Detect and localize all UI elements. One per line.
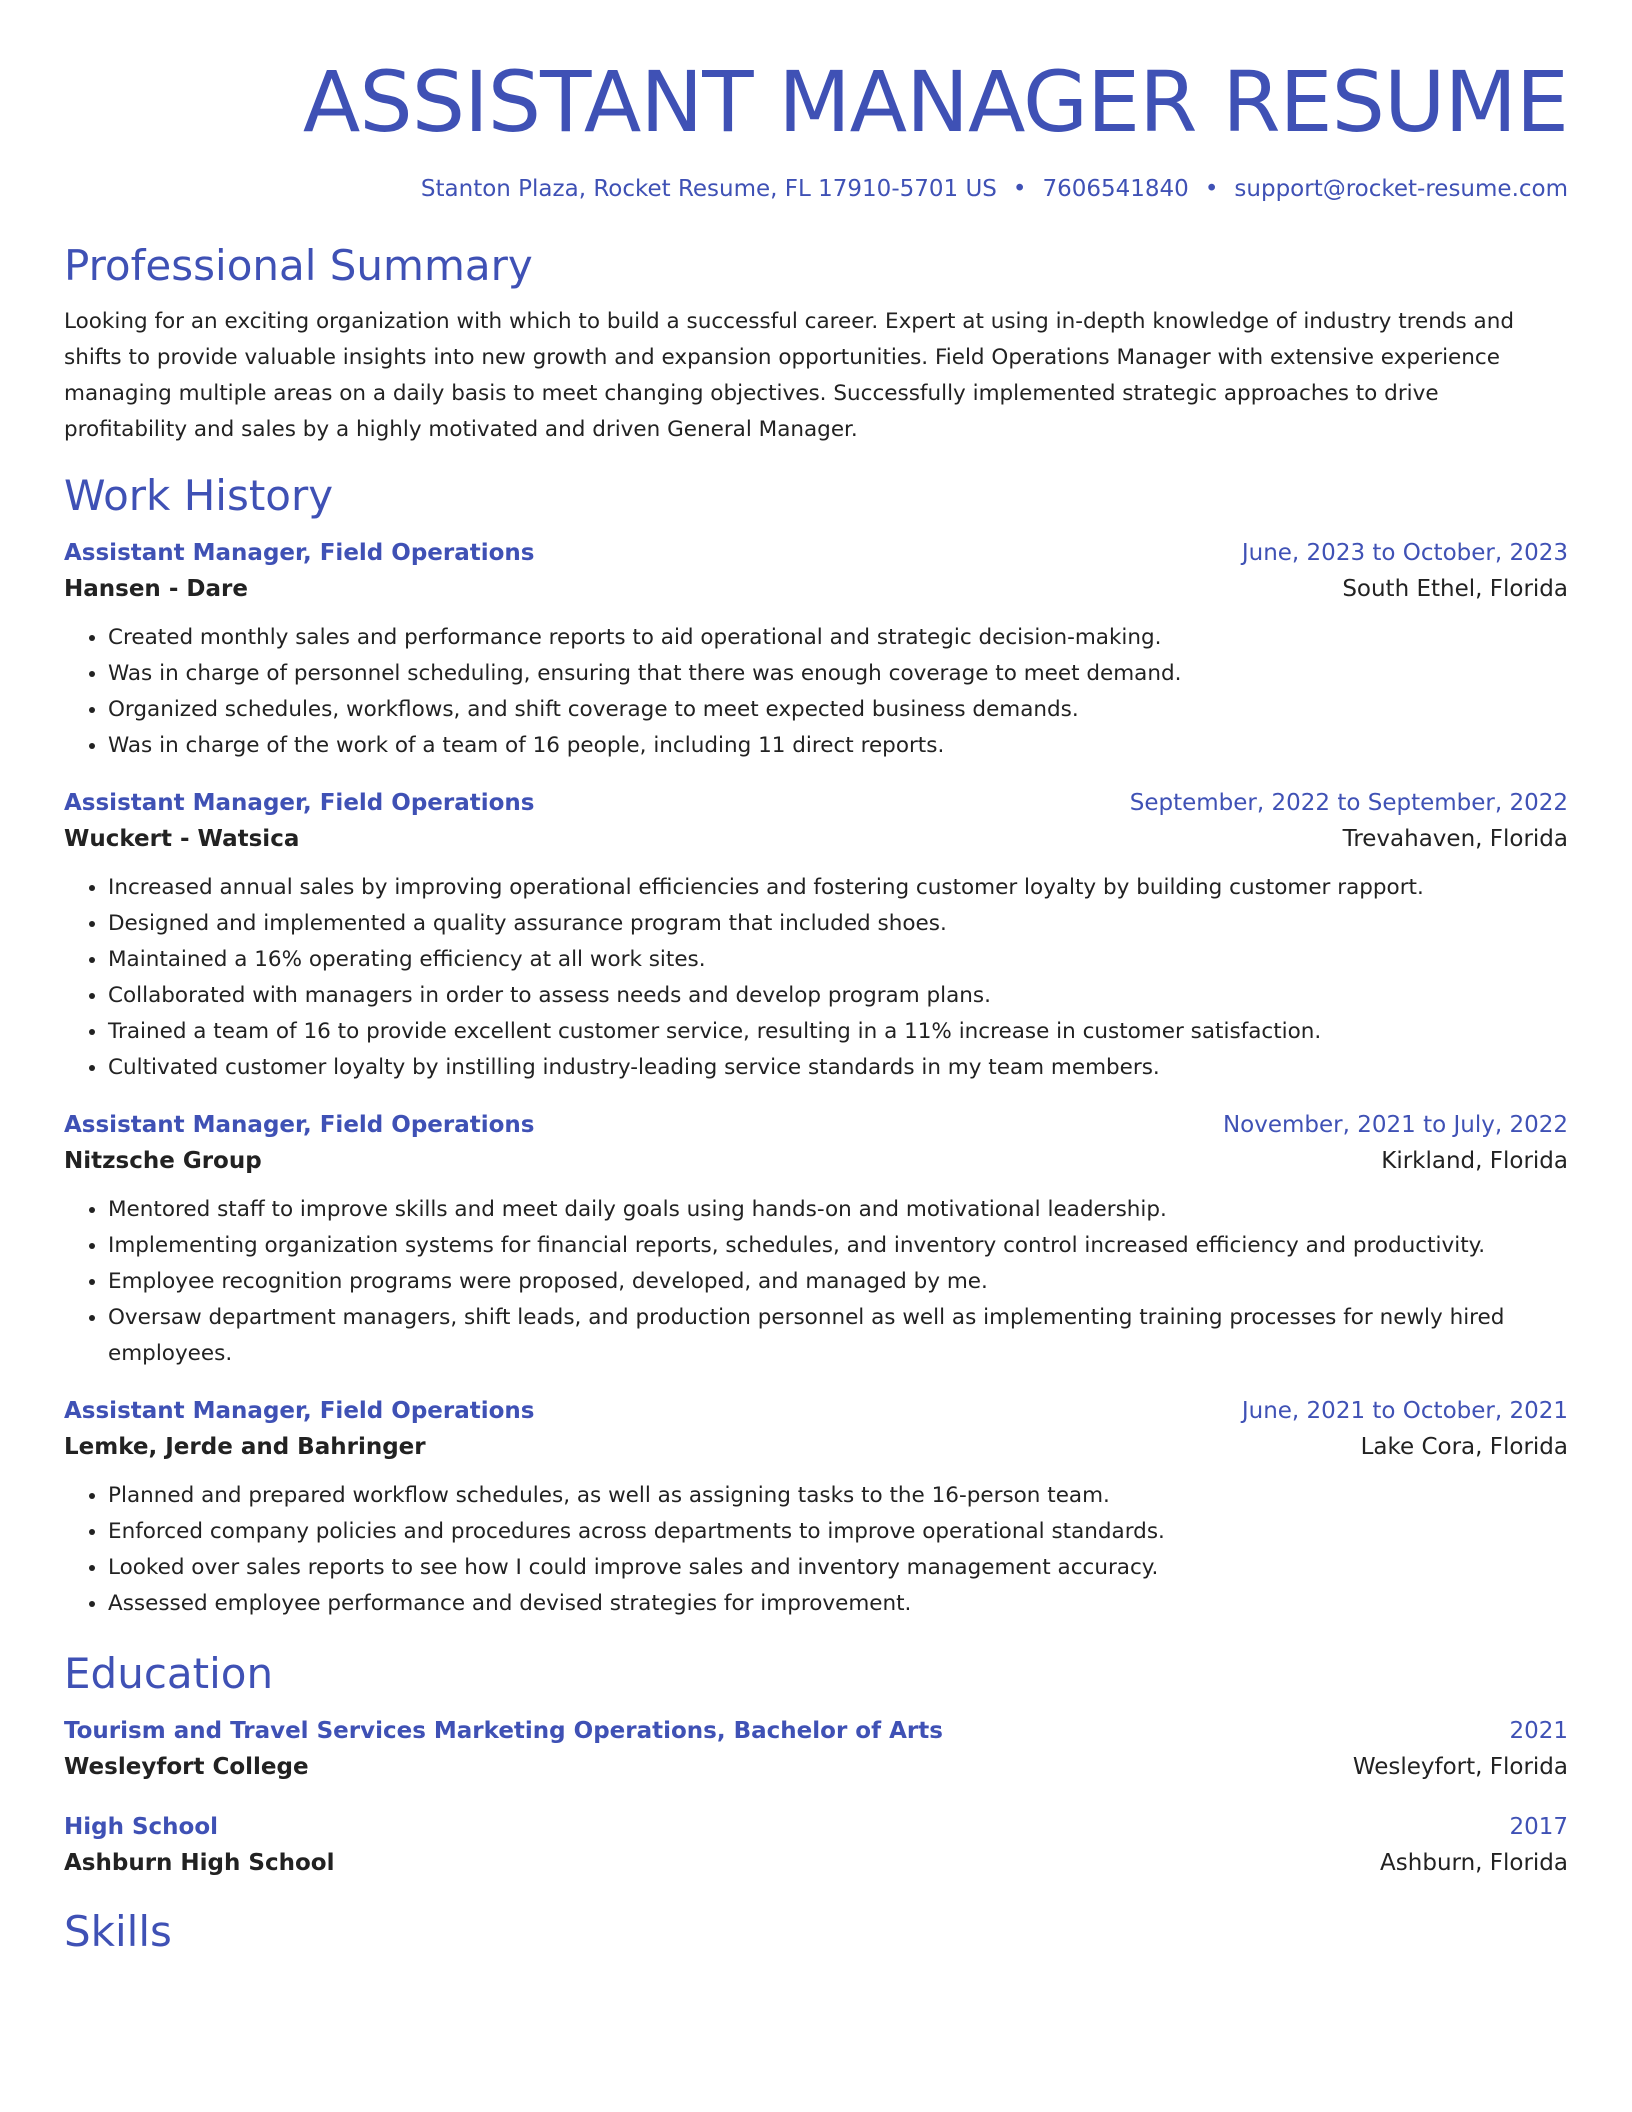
contact-address: Stanton Plaza, Rocket Resume, FL 17910-5701 US	[420, 176, 997, 202]
job-bullets	[64, 1192, 1568, 1372]
job-company-row	[64, 570, 1568, 608]
job-company: Wuckert - Watsica	[64, 826, 300, 852]
summary-heading: Professional Summary	[64, 241, 533, 290]
education-school: Ashburn High School	[64, 1850, 335, 1876]
job-title: Assistant Manager, Field Operations	[64, 790, 535, 816]
job-company-row	[64, 1142, 1568, 1180]
bullet-item: • Designed and implemented a quality assurance program that included shoes.	[108, 906, 1568, 942]
bullet-item: • Planned and prepared workflow schedules, as well as assigning tasks to the 16-person team.	[108, 1478, 1568, 1514]
skills-heading: Skills	[64, 1907, 172, 1956]
education-degree: High School	[64, 1814, 219, 1840]
job-title: Assistant Manager, Field Operations	[64, 1398, 535, 1424]
bullet-item: • Enforced company policies and procedures across departments to improve operational standards.	[108, 1514, 1568, 1550]
resume-title: ASSISTANT MANAGER RESUME	[302, 53, 1568, 151]
bullet-item: • Oversaw department managers, shift leads, and production personnel as well as implementing training processes for newly hired employees.	[108, 1300, 1568, 1372]
work-history-heading: Work History	[64, 471, 334, 520]
bullet-item: • Organized schedules, workflows, and shift coverage to meet expected business demands.	[108, 692, 1568, 728]
job-entry	[64, 1108, 1568, 1372]
education-entry	[64, 1714, 1568, 1786]
job-location: Kirkland, Florida	[1381, 1148, 1568, 1174]
job-location: Lake Cora, Florida	[1360, 1434, 1568, 1460]
job-entry	[64, 536, 1568, 764]
education-year: 2021	[1509, 1718, 1568, 1744]
education-school: Wesleyfort College	[64, 1754, 309, 1780]
job-entry	[64, 786, 1568, 1086]
job-dates: June, 2021 to October, 2021	[1241, 1398, 1568, 1424]
bullet-item: • Assessed employee performance and devised strategies for improvement.	[108, 1586, 1568, 1622]
job-bullets	[64, 870, 1568, 1086]
contact-line	[64, 174, 1568, 204]
education-degree-row	[64, 1810, 1568, 1844]
job-company-row	[64, 1428, 1568, 1466]
education-degree: Tourism and Travel Services Marketing Operations, Bachelor of Arts	[64, 1718, 943, 1744]
job-dates: November, 2021 to July, 2022	[1222, 1112, 1568, 1138]
bullet-item: • Collaborated with managers in order to assess needs and develop program plans.	[108, 978, 1568, 1014]
education-school-row	[64, 1844, 1568, 1882]
job-company: Nitzsche Group	[64, 1148, 262, 1174]
job-dates: June, 2023 to October, 2023	[1241, 540, 1568, 566]
bullet-item: • Looked over sales reports to see how I could improve sales and inventory management accuracy.	[108, 1550, 1568, 1586]
education-location: Ashburn, Florida	[1380, 1850, 1568, 1876]
education-heading: Education	[64, 1649, 274, 1698]
separator-dot: •	[1012, 176, 1027, 202]
separator-dot: •	[1204, 176, 1219, 202]
job-company: Lemke, Jerde and Bahringer	[64, 1434, 426, 1460]
education-year: 2017	[1509, 1814, 1568, 1840]
education-location: Wesleyfort, Florida	[1352, 1754, 1568, 1780]
bullet-item: • Implementing organization systems for financial reports, schedules, and inventory control increased efficiency and productivity.	[108, 1228, 1568, 1264]
summary-text: Looking for an exciting organization with which to build a successful career. Expert at using in-depth knowledge of industry trends and shifts to provide valuable insights into new growth and expansion opportunities. Field Operations Manager with extensive experience managing multiple areas on a daily basis to meet changing objectives. Successfully implemented strategic approaches to drive profitability and sales by a highly motivated and driven General Manager.	[64, 309, 1515, 442]
job-company: Hansen - Dare	[64, 576, 248, 602]
contact-phone: 7606541840	[1042, 176, 1189, 202]
bullet-item: • Created monthly sales and performance reports to aid operational and strategic decision-making.	[108, 620, 1568, 656]
job-location: Trevahaven, Florida	[1342, 826, 1568, 852]
bullet-item: • Trained a team of 16 to provide excellent customer service, resulting in a 11% increase in customer satisfaction.	[108, 1014, 1568, 1050]
job-title-row	[64, 786, 1568, 820]
job-location: South Ethel, Florida	[1342, 576, 1568, 602]
education-degree-row	[64, 1714, 1568, 1748]
job-bullets	[64, 1478, 1568, 1622]
job-company-row	[64, 820, 1568, 858]
job-title-row	[64, 536, 1568, 570]
job-dates: September, 2022 to September, 2022	[1129, 790, 1568, 816]
education-entry	[64, 1810, 1568, 1882]
bullet-item: • Increased annual sales by improving operational efficiencies and fostering customer loyalty by building customer rapport.	[108, 870, 1568, 906]
resume-page	[64, 0, 1568, 1958]
job-title-row	[64, 1394, 1568, 1428]
bullet-item: • Was in charge of the work of a team of 16 people, including 11 direct reports.	[108, 728, 1568, 764]
education-school-row	[64, 1748, 1568, 1786]
job-bullets	[64, 620, 1568, 764]
contact-email: support@rocket-resume.com	[1234, 176, 1568, 202]
job-title-row	[64, 1108, 1568, 1142]
job-title: Assistant Manager, Field Operations	[64, 540, 535, 566]
bullet-item: • Was in charge of personnel scheduling, ensuring that there was enough coverage to meet demand.	[108, 656, 1568, 692]
bullet-item: • Maintained a 16% operating efficiency at all work sites.	[108, 942, 1568, 978]
job-title: Assistant Manager, Field Operations	[64, 1112, 535, 1138]
bullet-item: • Employee recognition programs were proposed, developed, and managed by me.	[108, 1264, 1568, 1300]
job-entry	[64, 1394, 1568, 1622]
bullet-item: • Cultivated customer loyalty by instilling industry-leading service standards in my team members.	[108, 1050, 1568, 1086]
bullet-item: • Mentored staff to improve skills and meet daily goals using hands-on and motivational leadership.	[108, 1192, 1568, 1228]
